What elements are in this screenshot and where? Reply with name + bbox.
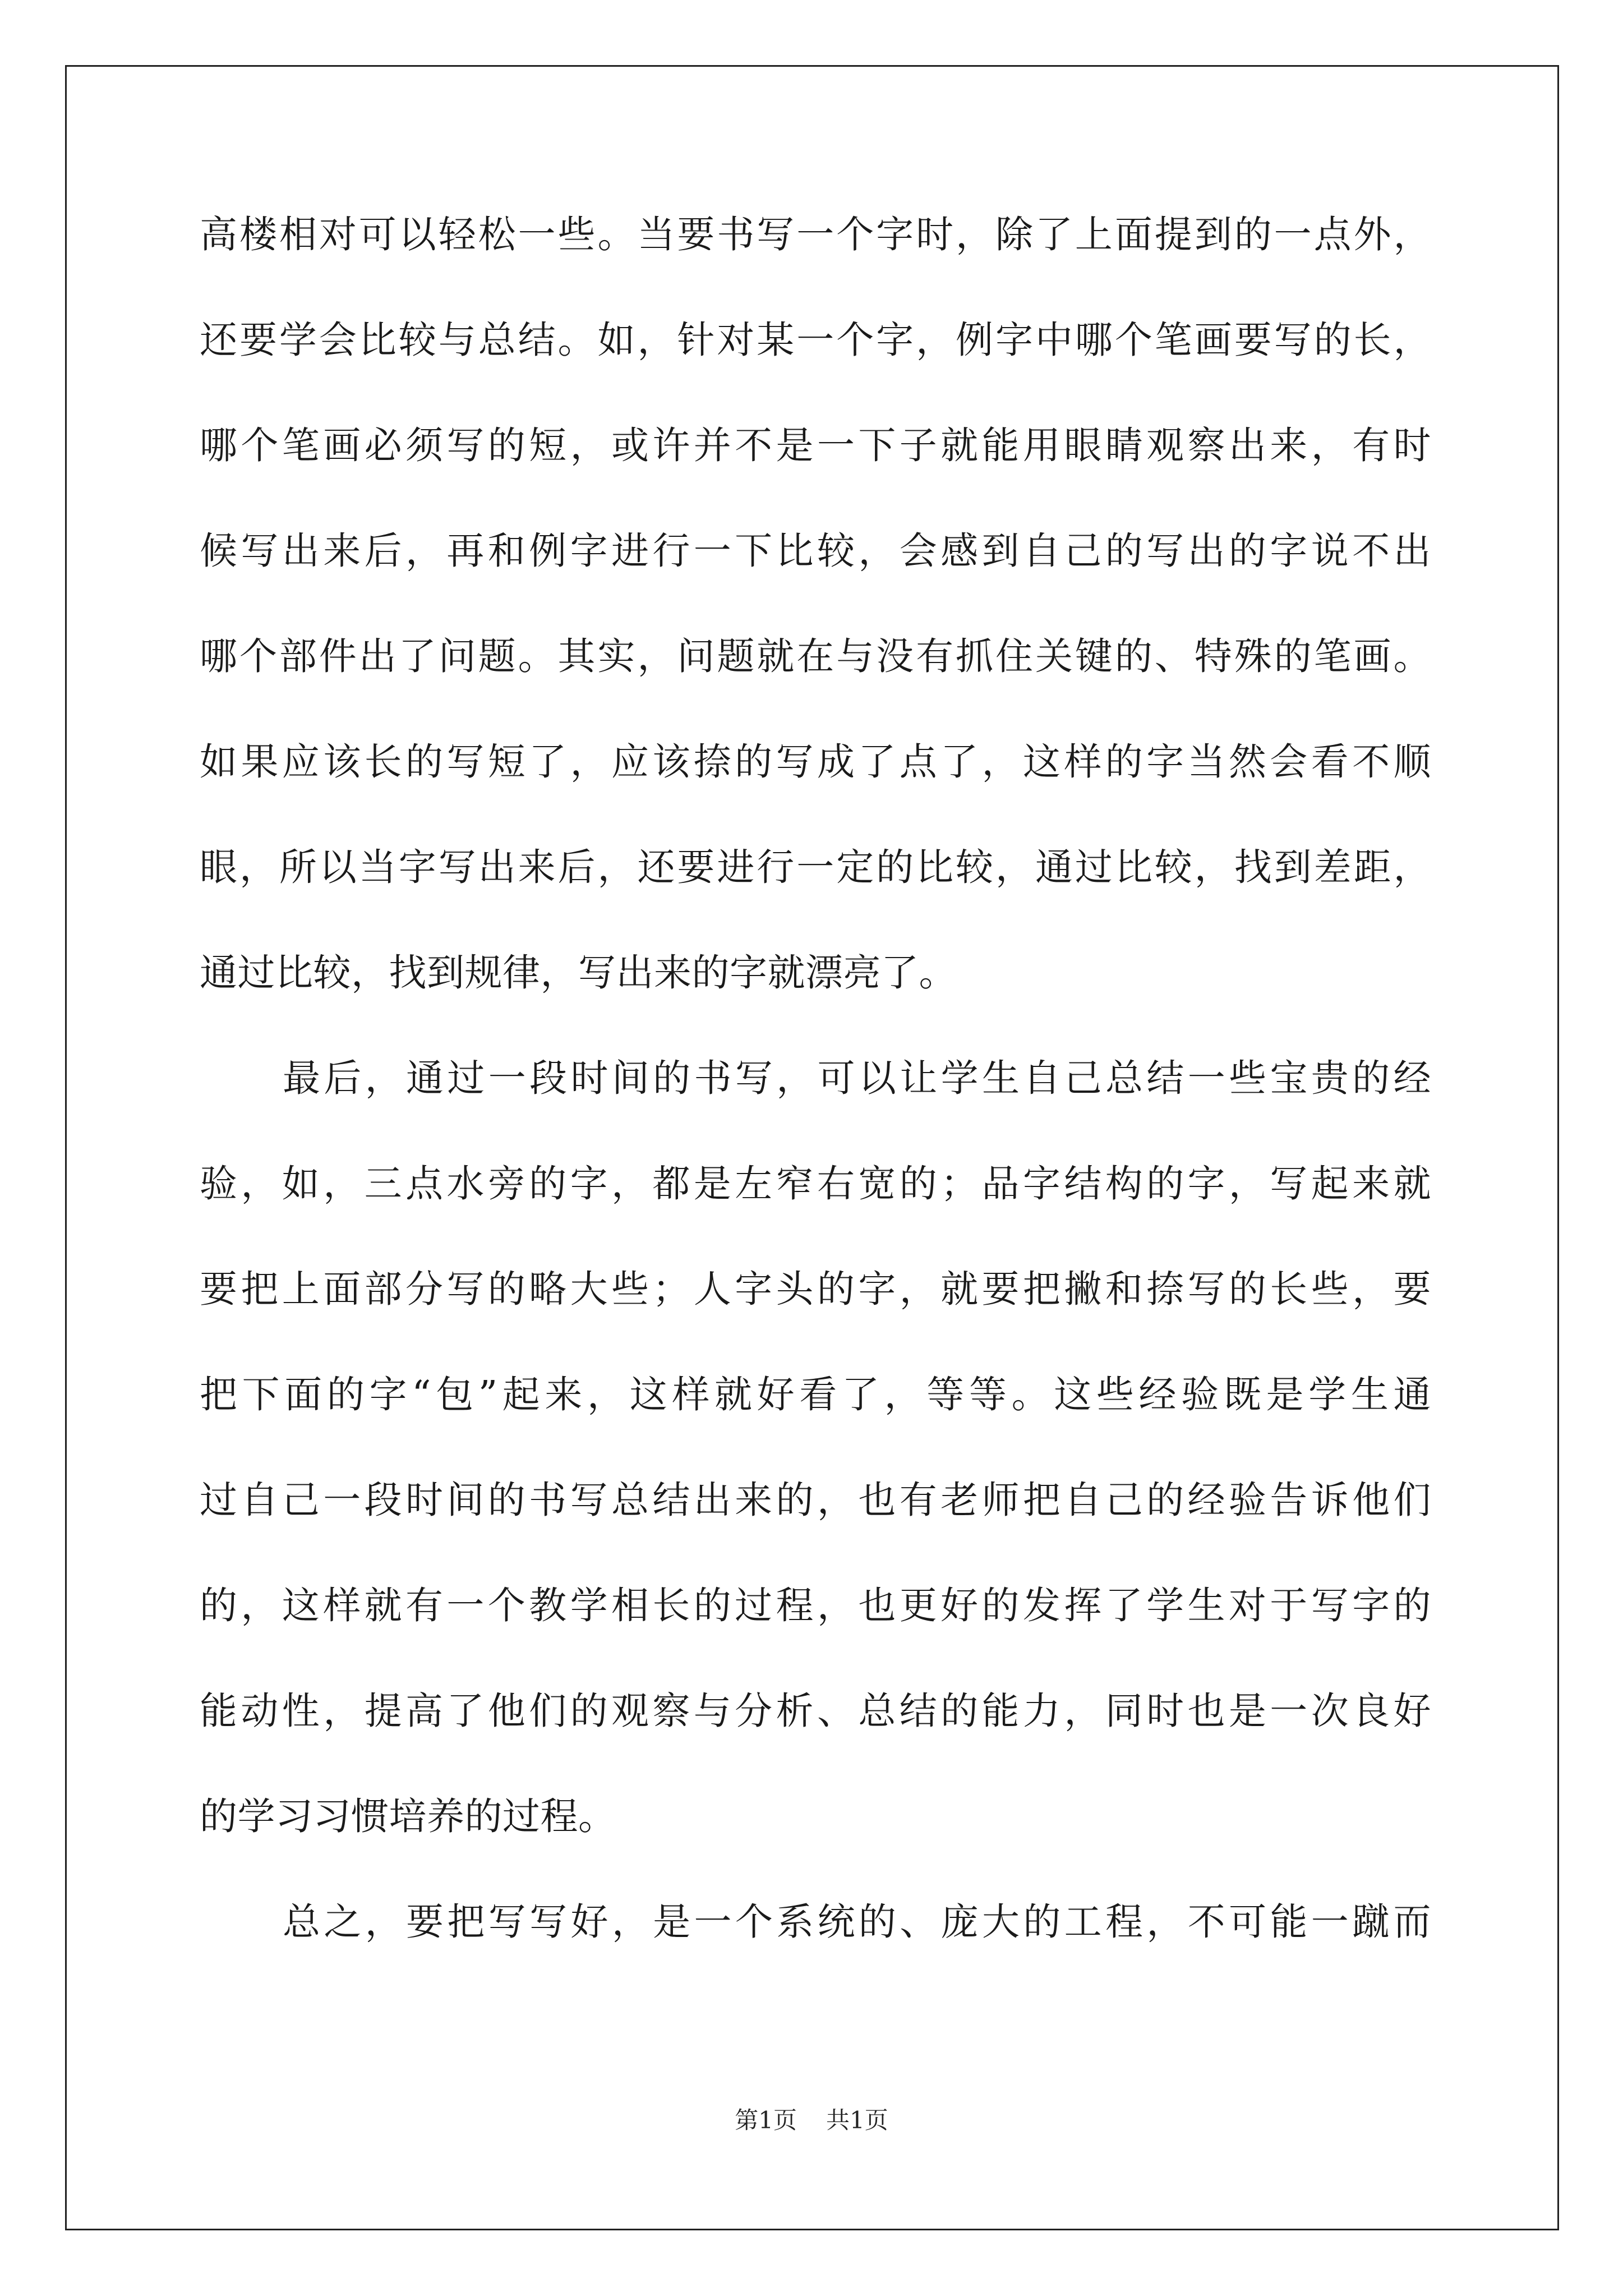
- text-line: 通过比较，找到规律，写出来的字就漂亮了。: [200, 951, 957, 995]
- text-line: 还要学会比较与总结。如，针对某一个字，例字中哪个笔画要写的长，: [200, 318, 1431, 362]
- text-line: 候写出来后，再和例字进行一下比较，会感到自己的写出的字说不出: [200, 529, 1431, 573]
- text-line: 的，这样就有一个教学相长的过程，也更好的发挥了学生对于写字的: [200, 1584, 1431, 1627]
- page-number-total: 共1页: [826, 2106, 888, 2134]
- text-line: 总之，要把写写好，是一个系统的、庞大的工程，不可能一蹴而: [283, 1900, 1431, 1944]
- page-number-current: 第1页: [735, 2106, 797, 2134]
- text-line: 哪个笔画必须写的短，或许并不是一下子就能用眼睛观察出来，有时: [200, 424, 1431, 467]
- text-line: 验，如，三点水旁的字，都是左窄右宽的；品字结构的字，写起来就: [200, 1162, 1431, 1205]
- text-line: 把下面的字“包”起来，这样就好看了，等等。这些经验既是学生通: [200, 1373, 1431, 1416]
- text-line: 哪个部件出了问题。其实，问题就在与没有抓住关键的、特殊的笔画。: [200, 634, 1431, 678]
- text-line: 的学习习惯培养的过程。: [200, 1795, 616, 1838]
- text-line: 最后，通过一段时间的书写，可以让学生自己总结一些宝贵的经: [283, 1056, 1431, 1100]
- document-body: [200, 205, 1431, 1998]
- text-line: 如果应该长的写短了，应该捺的写成了点了，这样的字当然会看不顺: [200, 740, 1431, 784]
- text-line: 过自己一段时间的书写总结出来的，也有老师把自己的经验告诉他们: [200, 1478, 1431, 1522]
- text-line: 眼，所以当字写出来后，还要进行一定的比较，通过比较，找到差距，: [200, 845, 1431, 889]
- text-line: 要把上面部分写的略大些；人字头的字，就要把撇和捺写的长些，要: [200, 1267, 1431, 1311]
- text-line: 高楼相对可以轻松一些。当要书写一个字时，除了上面提到的一点外，: [200, 213, 1431, 256]
- text-line: 能动性，提高了他们的观察与分析、总结的能力，同时也是一次良好: [200, 1689, 1431, 1733]
- page-footer: [0, 2104, 1623, 2137]
